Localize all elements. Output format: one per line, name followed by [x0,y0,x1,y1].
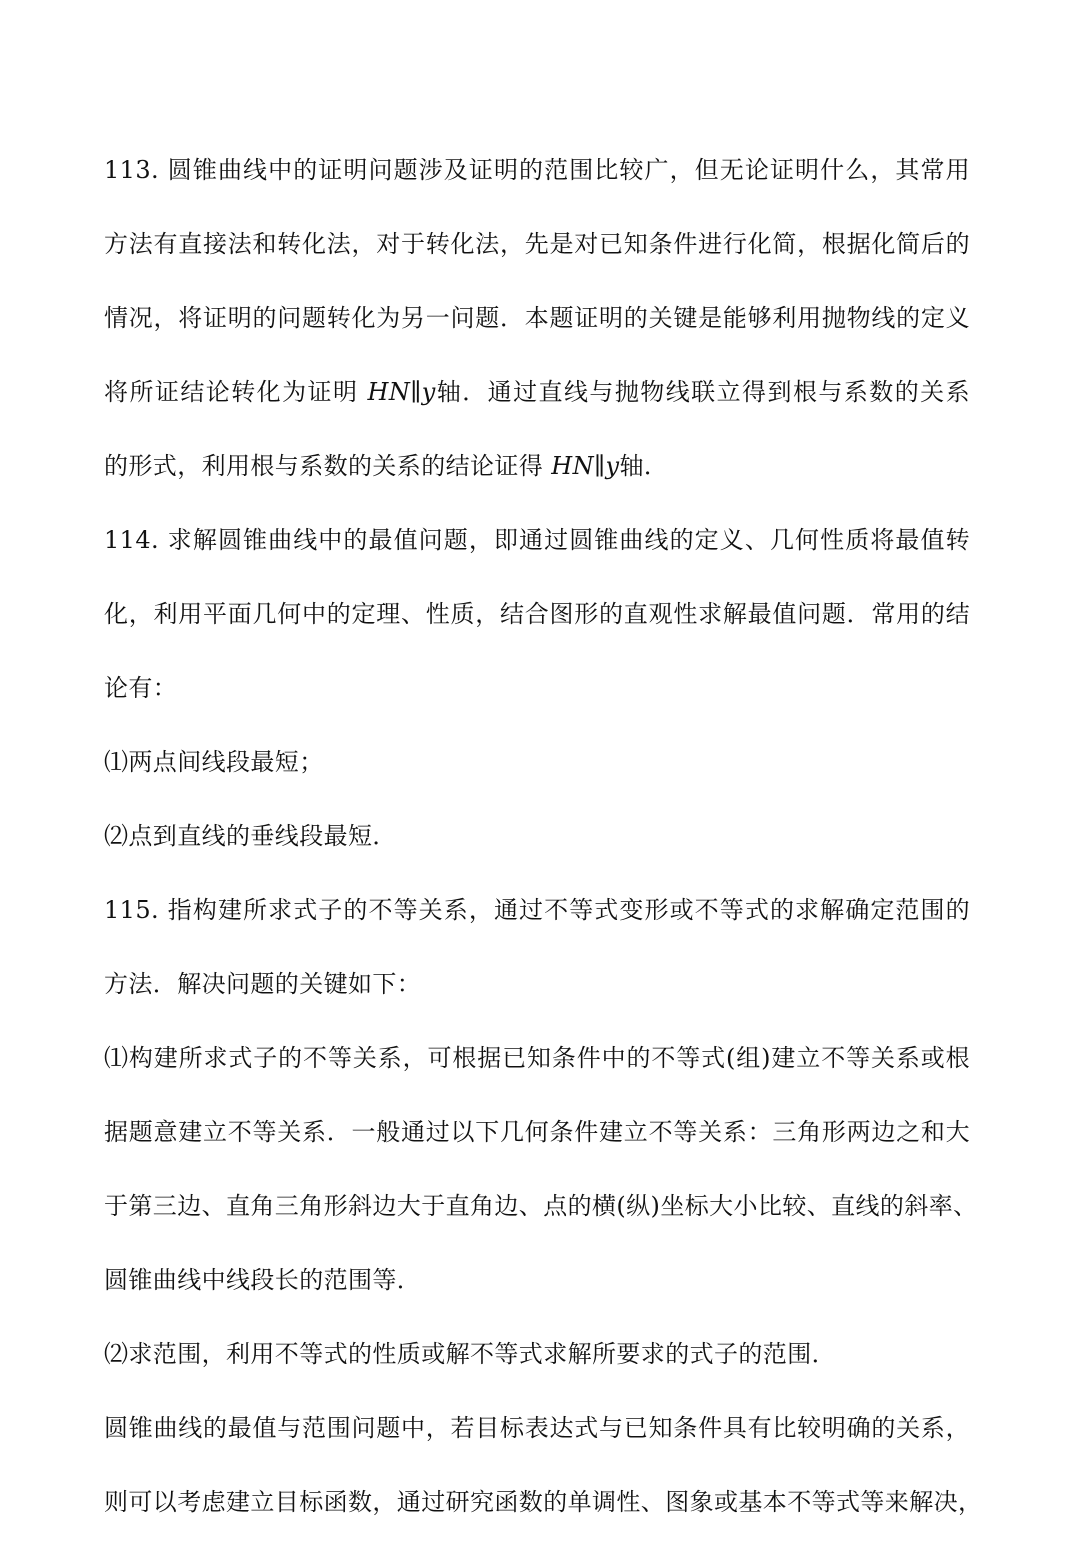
paragraph-115-line-2: 方法．解决问题的关键如下： [104,970,422,998]
paragraph-113-line-3: 情况，将证明的问题转化为另一问题．本题证明的关键是能够利用抛物线的定义 [104,304,970,332]
list-item-1: ⑴两点间线段最短； [104,748,324,776]
math-y: y [421,378,436,406]
text-segment: 将所证结论转化为证明 [104,378,368,406]
paragraph-113-line-5 [104,448,970,484]
paragraph-114-line-3: 论有： [104,674,178,702]
paragraph-114-line-2: 化，利用平面几何中的定理、性质，结合图形的直观性求解最值问题．常用的结 [104,600,970,628]
text-segment: 轴．通过直线与抛物线联立得到根与系数的关系 [435,378,970,406]
paragraph-113-line-1: 113. 圆锥曲线中的证明问题涉及证明的范围比较广，但无论证明什么，其常用 [104,156,970,184]
math-hn: HN [367,378,411,406]
paragraph-115-item-1-line-4: 圆锥曲线中线段长的范围等． [104,1266,422,1294]
paragraph-115-item-1-line-2: 据题意建立不等关系．一般通过以下几何条件建立不等关系：三角形两边之和大 [104,1118,970,1146]
paragraph-114-line-1: 114. 求解圆锥曲线中的最值问题，即通过圆锥曲线的定义、几何性质将最值转 [104,526,970,554]
math-y: y [605,452,620,480]
parallel-symbol: ∥ [593,452,606,480]
list-item-2: ⑵点到直线的垂线段最短． [104,822,397,850]
paragraph-115-line-1: 115. 指构建所求式子的不等关系，通过不等式变形或不等式的求解确定范围的 [104,896,970,924]
parallel-symbol: ∥ [410,378,422,406]
paragraph-113-line-2: 方法有直接法和转化法，对于转化法，先是对已知条件进行化简，根据化简后的 [104,230,970,258]
paragraph-summary-line-1: 圆锥曲线的最值与范围问题中，若目标表达式与已知条件具有比较明确的关系， [104,1414,970,1442]
text-segment: 轴． [619,452,669,480]
paragraph-115-item-1-line-1: ⑴构建所求式子的不等关系，可根据已知条件中的不等式(组)建立不等关系或根 [104,1044,970,1072]
paragraph-115-item-1-line-3: 于第三边、直角三角形斜边大于直角边、点的横(纵)坐标大小比较、直线的斜率、 [104,1192,978,1220]
text-segment: 的形式，利用根与系数的关系的结论证得 [104,452,552,480]
paragraph-115-item-2: ⑵求范围，利用不等式的性质或解不等式求解所要求的式子的范围． [104,1340,836,1368]
math-hn: HN [551,452,594,480]
paragraph-summary-line-2: 则可以考虑建立目标函数，通过研究函数的单调性、图象或基本不等式等来解决， [104,1488,983,1516]
paragraph-113-line-4 [104,374,970,410]
